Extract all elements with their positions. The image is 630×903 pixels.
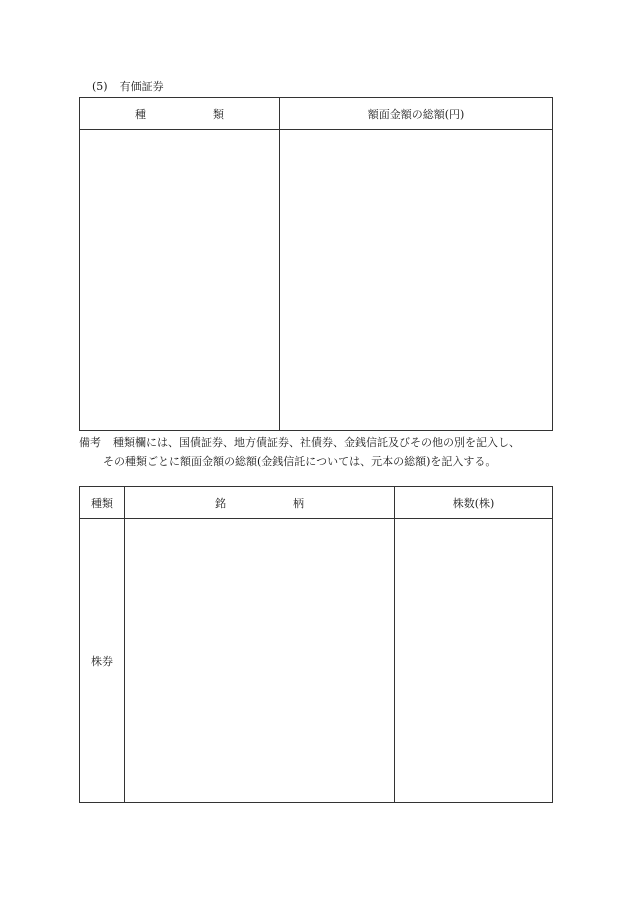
remark-note [79,433,520,471]
section-number: (5) [92,80,108,93]
stock-kind-label: 株券 [80,519,125,803]
share-count-entry-cell[interactable] [395,519,553,803]
remark-line-1: 種類欄には、国債証券、地方債証券、社債券、金銭信託及びその他の別を記入し、 [113,436,520,449]
section-title: 有価証券 [119,80,164,93]
header-type: 種 類 [80,98,280,130]
remark-line-2: その種類ごとに額面金額の総額(金銭信託については、元本の総額)を記入する。 [103,455,497,468]
type-entry-cell[interactable] [80,130,280,431]
header-kind: 種類 [80,487,125,519]
securities-face-value-table [79,97,553,431]
stock-certificates-table [79,486,553,803]
header-share-count: 株数(株) [395,487,553,519]
issue-name-entry-cell[interactable] [125,519,395,803]
section-heading [92,80,164,94]
header-face-value-total: 額面金額の総額(円) [280,98,553,130]
face-value-entry-cell[interactable] [280,130,553,431]
header-issue-name: 銘 柄 [125,487,395,519]
remark-label: 備考 [79,436,101,449]
